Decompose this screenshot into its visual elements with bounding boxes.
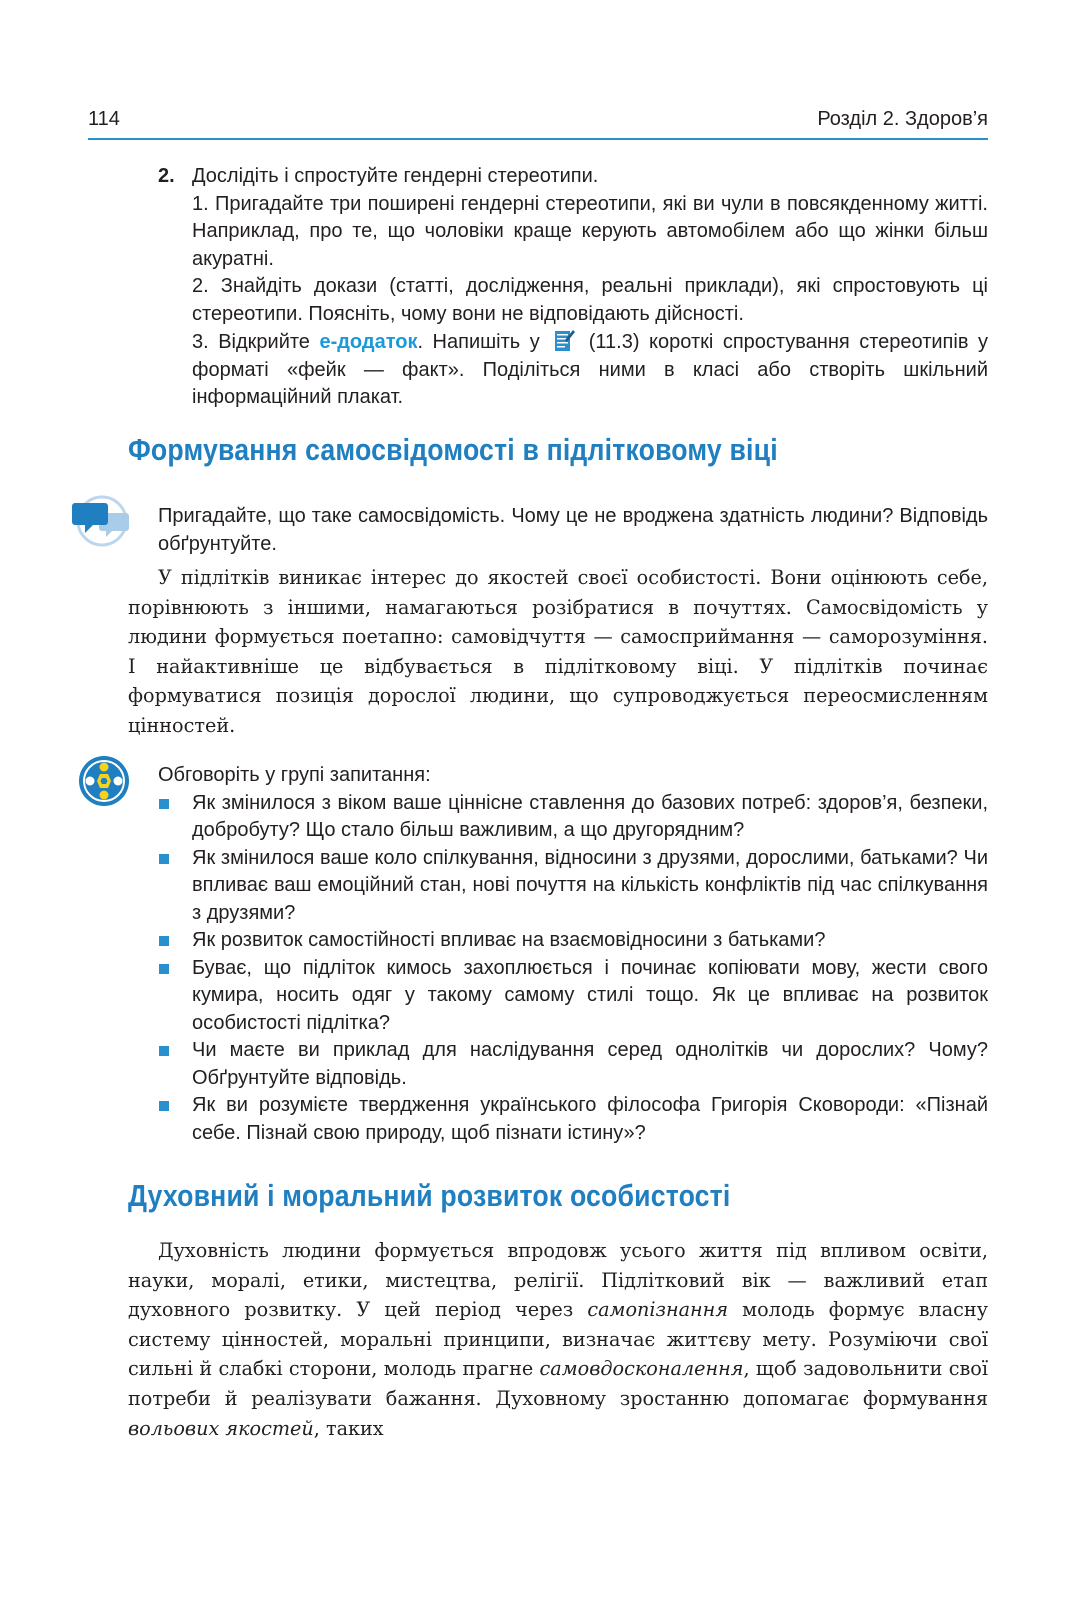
- recall-text: Пригадайте, що таке самосвідомість. Чому це не вроджена здатність людини? Відповідь обґрунтуйте.: [158, 505, 988, 555]
- list-item: Як розвиток самостійності впливає на взаємовідносини з батьками?: [158, 927, 988, 955]
- bullet-square-icon: [159, 799, 169, 809]
- bullet-square-icon: [159, 1046, 169, 1056]
- discussion-intro: Обговоріть у групі запитання:: [158, 764, 431, 786]
- spiritual-development-paragraph: Духовність людини формується впродовж усього життя під впливом освіти, науки, моралі, етики, мистецтва, релігії. Підлітковий вік — важливий етап духовного розвитку. У цей період через самопізнання молодь формує власну систему цінностей, моральні принципи, визначає життєву мету. Розуміючи свої сильні й слабкі сторони, молодь прагне самовдосконалення, щоб задовольнити свої потреби й реалізувати бажання. Духовному зростанню допомагає формування вольових якостей, таких: [128, 1239, 988, 1440]
- list-item: Буває, що підліток кимось захоплюється і починає копіювати мову, жести свого кумира, носить одяг у такому самому стилі тощо. Як це впливає на розвиток особистості підлітка?: [158, 955, 988, 1038]
- task-block: [158, 163, 988, 412]
- page-header: [88, 108, 988, 140]
- group-discussion-icon: [78, 755, 130, 807]
- task-steps: [192, 191, 988, 412]
- e-app-link[interactable]: е-додаток: [319, 331, 418, 353]
- list-item: Як ви розумієте твердження українського філософа Григорія Сковороди: «Пізнай себе. Пізнай свою природу, щоб пізнати істину»?: [158, 1092, 988, 1147]
- task-step-3-before: 3. Відкрийте: [192, 331, 320, 353]
- group-discussion-block: [158, 762, 988, 1147]
- bullet-square-icon: [159, 1101, 169, 1111]
- bullet-square-icon: [159, 854, 169, 864]
- task-number: 2.: [158, 165, 175, 187]
- task-step-3-mid: . Напишіть у: [417, 331, 550, 353]
- bullet-square-icon: [159, 936, 169, 946]
- recall-prompt: [158, 503, 988, 558]
- section-heading-spiritual-development: Духовний і моральний розвиток особистості: [128, 1178, 731, 1213]
- task-step-3: [192, 328, 988, 412]
- task-heading: [158, 163, 988, 191]
- speech-bubbles-icon: [72, 495, 132, 547]
- page-number: 114: [88, 108, 120, 130]
- discussion-questions: [158, 790, 988, 1148]
- chapter-title: Розділ 2. Здоров’я: [817, 108, 988, 130]
- bullet-square-icon: [159, 964, 169, 974]
- task-step-2: 2. Знайдіть докази (статті, дослідження, реальні приклади), які спростовують ці стереотипи. Поясніть, чому вони не відповідають дійсності.: [192, 275, 988, 325]
- term-volitional-qualities: вольових якостей: [128, 1416, 314, 1440]
- task-step-1: 1. Пригадайте три поширені гендерні стереотипи, які ви чули в повсякденному житті. Наприклад, про те, що чоловіки краще керують автомобілем або що жінки більш акуратні.: [192, 192, 988, 270]
- list-item: Чи маєте ви приклад для наслідування серед однолітків чи дорослих? Чому? Обґрунтуйте відповідь.: [158, 1037, 988, 1092]
- task-title: Дослідіть і спростуйте гендерні стереотипи.: [192, 165, 599, 187]
- list-item: Як змінилося ваше коло спілкування, відносини з друзями, дорослими, батьками? Чи впливає ваш емоційний стан, нові почуття на кількість конфліктів під час спілкування з друзями?: [158, 845, 988, 928]
- term-self-knowledge: самопізнання: [587, 1298, 729, 1322]
- self-awareness-paragraph: У підлітків виникає інтерес до якостей своєї особистості. Вони оцінюють себе, порівнюють з іншими, намагаються розібратися в почуттях. Самосвідомість у людини формується поетапно: самовідчуття — самосприймання — саморозуміння. І найактивніше це відбувається в підлітковому віці. У підлітків починає формуватися позиція дорослої людини, що супроводжується переосмисленням цінностей.: [128, 566, 988, 737]
- term-self-improvement: самовдосконалення: [539, 1357, 744, 1381]
- section-heading-self-awareness: Формування самосвідомості в підлітковому віці: [128, 432, 778, 467]
- notebook-icon[interactable]: [553, 328, 575, 352]
- task-step-3-after: (11.3) короткі спростування стереотипів у форматі «фейк — факт». Поділіться ними в класі або створіть шкільний інформаційний плакат.: [192, 331, 988, 408]
- list-item: Як змінилося з віком ваше ціннісне ставлення до базових потреб: здоров’я, безпеки, добробуту? Що стало більш важливим, а що другорядним?: [158, 790, 988, 845]
